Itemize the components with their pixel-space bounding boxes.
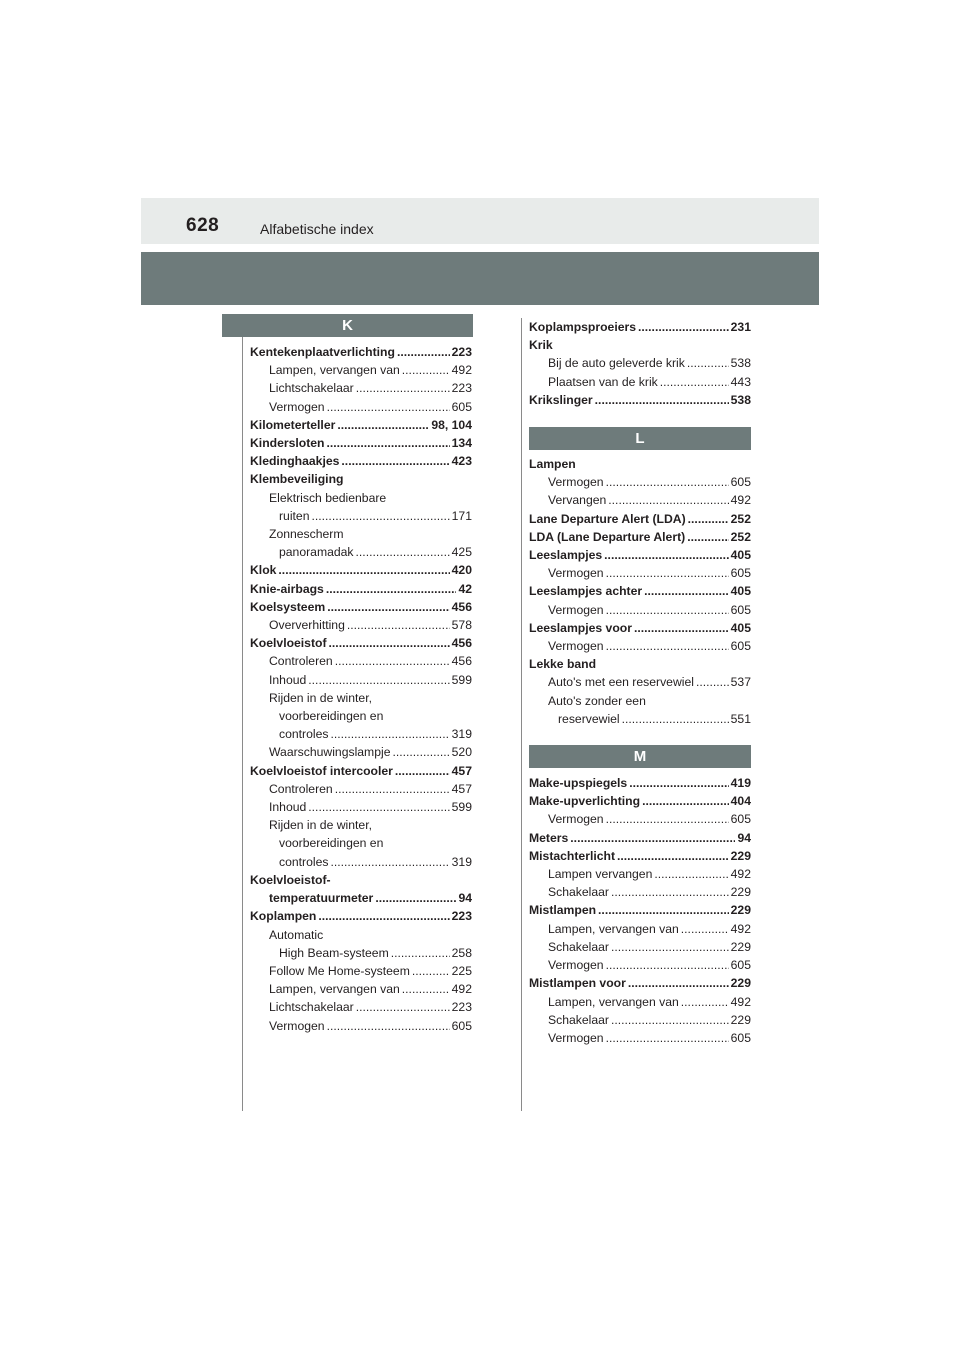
index-entry <box>250 780 472 798</box>
entry-page-number[interactable]: 252 <box>730 529 751 544</box>
dot-leader <box>634 619 729 637</box>
entry-text: Rijden in de winter, <box>269 690 372 705</box>
dot-leader <box>622 710 729 728</box>
entry-page-number[interactable]: 605 <box>730 958 751 973</box>
index-entry <box>529 601 751 619</box>
index-entry <box>529 847 751 865</box>
entry-text: Vermogen <box>548 566 604 581</box>
dot-leader <box>327 598 449 616</box>
index-entry <box>529 1029 751 1047</box>
dot-leader <box>327 398 450 416</box>
entry-text: Kentekenplaatverlichting <box>250 345 395 359</box>
entry-text: Auto's zonder een <box>548 693 646 708</box>
dot-leader <box>606 810 729 828</box>
entry-page-number[interactable]: 423 <box>451 454 472 469</box>
entry-text: Controleren <box>269 654 333 669</box>
index-entry <box>250 379 472 397</box>
index-entry <box>529 619 751 637</box>
dot-leader <box>397 343 450 361</box>
index-entry <box>529 865 751 883</box>
entry-text: Follow Me Home-systeem <box>269 963 410 978</box>
entry-text: Kledinghaakjes <box>250 454 340 469</box>
dot-leader <box>327 434 450 452</box>
index-entry <box>250 598 472 616</box>
entry-page-number[interactable]: 319 <box>451 727 472 742</box>
dot-leader <box>391 944 450 962</box>
page-number: 628 <box>186 215 220 236</box>
dot-leader <box>617 847 729 865</box>
entry-text: Koelsysteem <box>250 599 326 614</box>
entry-page-number[interactable]: 605 <box>730 602 751 617</box>
index-entry <box>250 889 472 907</box>
dot-leader <box>696 673 729 691</box>
index-entry <box>529 473 751 491</box>
entry-text: Vermogen <box>269 399 325 414</box>
entry-text: Meters <box>529 830 569 845</box>
entry-page-number[interactable]: 605 <box>730 812 751 827</box>
dot-leader <box>629 774 728 792</box>
page-title: Alfabetische index <box>260 221 374 237</box>
dot-leader <box>356 543 450 561</box>
index-entry <box>250 561 472 579</box>
entry-page-number[interactable]: 231 <box>730 320 751 334</box>
index-entry <box>529 774 751 792</box>
entry-page-number[interactable]: 520 <box>451 745 472 760</box>
dot-leader <box>644 582 729 600</box>
entry-text: Vervangen <box>548 493 607 508</box>
entry-text: Leeslampjes voor <box>529 620 632 635</box>
entry-text: Plaatsen van de krik <box>548 374 658 389</box>
index-entry <box>250 580 472 598</box>
index-entry <box>529 546 751 564</box>
index-entry <box>250 398 472 416</box>
entry-page-number[interactable]: 404 <box>730 794 751 809</box>
entry-page-number[interactable]: 456 <box>451 636 472 651</box>
index-entry <box>250 907 472 925</box>
index-entry <box>250 853 472 871</box>
entry-page-number[interactable]: 94 <box>737 830 751 845</box>
dot-leader <box>318 907 449 925</box>
entry-page-number[interactable]: 457 <box>451 781 472 796</box>
entry-page-number[interactable]: 42 <box>458 581 472 596</box>
entry-page-number[interactable]: 252 <box>730 511 751 526</box>
entry-page-number[interactable]: 229 <box>730 1012 751 1027</box>
index-entry <box>529 336 751 354</box>
entry-text: Vermogen <box>548 958 604 973</box>
entry-page-number[interactable]: 134 <box>451 436 472 451</box>
entry-page-number[interactable]: 405 <box>730 548 751 563</box>
dot-leader <box>356 379 450 397</box>
dot-leader <box>606 956 729 974</box>
entry-page-number[interactable]: 605 <box>730 639 751 654</box>
entry-text: Vermogen <box>548 475 604 490</box>
entry-text: Leeslampjes achter <box>529 584 643 599</box>
index-entry <box>529 692 751 710</box>
entry-text: Kilometerteller <box>250 417 336 432</box>
index-entry <box>529 510 751 528</box>
entry-page-number[interactable]: 492 <box>730 994 751 1009</box>
dot-leader <box>687 354 729 372</box>
index-entry <box>529 655 751 673</box>
index-entry <box>250 707 472 725</box>
dot-leader <box>598 901 729 919</box>
entry-text: Lampen, vervangen van <box>269 363 400 378</box>
index-entry <box>250 507 472 525</box>
index-entry <box>250 725 472 743</box>
index-entry <box>529 792 751 810</box>
index-entry <box>529 564 751 582</box>
index-entry <box>529 1011 751 1029</box>
dot-leader <box>341 452 449 470</box>
dot-leader <box>606 473 729 491</box>
entry-page-number[interactable]: 605 <box>730 566 751 581</box>
dot-leader <box>356 998 450 1016</box>
entry-page-number[interactable]: 229 <box>730 848 751 863</box>
index-entry <box>250 652 472 670</box>
entry-text: Kindersloten <box>250 436 325 451</box>
section-letter-k: K <box>222 314 473 337</box>
dot-leader <box>604 546 728 564</box>
index-entry <box>529 938 751 956</box>
dot-leader <box>326 580 457 598</box>
index-entry <box>250 944 472 962</box>
entries-m <box>529 774 751 1047</box>
index-entry <box>250 762 472 780</box>
entry-page-number[interactable]: 492 <box>451 982 472 997</box>
index-entry <box>250 998 472 1016</box>
entry-page-number[interactable]: 223 <box>451 909 472 924</box>
dot-leader <box>337 416 429 434</box>
index-entry <box>250 634 472 652</box>
section-letter-m: M <box>529 745 751 768</box>
entry-text: Koplampsproeiers <box>529 320 637 334</box>
entry-page-number[interactable]: 578 <box>451 618 472 633</box>
entry-page-number[interactable]: 229 <box>730 939 751 954</box>
entry-page-number[interactable]: 599 <box>451 800 472 815</box>
index-entry <box>529 810 751 828</box>
entry-text: voorbereidingen en <box>279 709 384 724</box>
entry-text: Lampen, vervangen van <box>548 921 679 936</box>
index-entry <box>250 434 472 452</box>
entry-text: ruiten <box>279 508 310 523</box>
dot-leader <box>654 865 728 883</box>
entry-text: Mistachterlicht <box>529 848 616 863</box>
entry-text: Elektrisch bedienbare <box>269 490 387 505</box>
entry-text: Auto's met een reservewiel <box>548 675 694 690</box>
index-entry <box>529 829 751 847</box>
entry-page-number[interactable]: 419 <box>730 776 751 791</box>
left-column-rule <box>242 318 243 1111</box>
index-entry <box>529 993 751 1011</box>
entry-text: panoramadak <box>279 545 354 560</box>
dot-leader <box>681 993 729 1011</box>
entry-page-number[interactable]: 229 <box>730 903 751 918</box>
dot-leader <box>606 637 729 655</box>
entry-text: Vermogen <box>548 639 604 654</box>
index-entry <box>250 452 472 470</box>
entry-text: Lane Departure Alert (LDA) <box>529 511 686 526</box>
index-entry <box>529 637 751 655</box>
dot-leader <box>660 373 729 391</box>
entries-k-continued <box>529 318 751 409</box>
entry-text: Schakelaar <box>548 939 609 954</box>
entry-text: Lichtschakelaar <box>269 1000 354 1015</box>
dot-leader <box>570 829 735 847</box>
dot-leader <box>628 974 729 992</box>
dot-leader <box>611 883 729 901</box>
index-entry <box>250 743 472 761</box>
dot-leader <box>606 601 729 619</box>
entry-page-number[interactable]: 456 <box>451 654 472 669</box>
entry-page-number[interactable]: 229 <box>730 885 751 900</box>
entry-text: controles <box>279 854 329 869</box>
index-column-right <box>529 318 751 1047</box>
index-entry <box>529 318 751 336</box>
dot-leader <box>681 920 729 938</box>
index-entry <box>250 671 472 689</box>
entry-page-number[interactable]: 605 <box>730 1030 751 1045</box>
index-entry <box>529 373 751 391</box>
dot-leader <box>638 318 729 336</box>
entry-text: voorbereidingen en <box>279 836 384 851</box>
index-entry <box>529 528 751 546</box>
index-column-left <box>250 314 472 1035</box>
entry-text: Waarschuwingslampje <box>269 745 391 760</box>
entry-page-number[interactable]: 492 <box>451 363 472 378</box>
entry-text: Lampen, vervangen van <box>269 982 400 997</box>
index-entry <box>529 710 751 728</box>
entry-page-number[interactable]: 537 <box>730 675 751 690</box>
entry-page-number[interactable]: 551 <box>730 711 751 726</box>
dot-leader <box>308 798 449 816</box>
index-entry <box>250 962 472 980</box>
index-entry <box>250 416 472 434</box>
entry-text: High Beam-systeem <box>279 945 389 960</box>
index-entry <box>529 974 751 992</box>
entry-text: Klok <box>250 563 277 578</box>
dot-leader <box>595 391 729 409</box>
dot-leader <box>278 561 449 579</box>
entry-text: Koelvloeistof- <box>250 872 331 887</box>
dot-leader <box>335 652 450 670</box>
entry-page-number[interactable]: 223 <box>451 345 472 359</box>
entry-text: Inhoud <box>269 800 307 815</box>
entry-text: Mistlampen <box>529 903 597 918</box>
entry-text: Rijden in de winter, <box>269 818 372 833</box>
entry-page-number[interactable]: 425 <box>451 545 472 560</box>
entry-text: temperatuurmeter <box>269 891 374 906</box>
index-entry <box>250 343 472 361</box>
entry-page-number[interactable]: 492 <box>730 493 751 508</box>
index-entry <box>250 616 472 634</box>
entry-text: Leeslampjes <box>529 548 603 563</box>
index-entry <box>250 871 472 889</box>
entry-text: Vermogen <box>548 812 604 827</box>
entry-text: LDA (Lane Departure Alert) <box>529 529 686 544</box>
entry-text: Make-upverlichting <box>529 794 641 809</box>
dot-leader <box>606 564 729 582</box>
index-entry <box>529 455 751 473</box>
entry-page-number[interactable]: 94 <box>458 891 472 906</box>
entry-page-number[interactable]: 223 <box>451 381 472 396</box>
entry-page-number[interactable]: 405 <box>730 584 751 599</box>
entry-page-number[interactable]: 319 <box>451 854 472 869</box>
entry-page-number[interactable]: 98, 104 <box>431 417 472 432</box>
dot-leader <box>329 634 450 652</box>
entry-text: Schakelaar <box>548 1012 609 1027</box>
entry-page-number[interactable]: 420 <box>451 563 472 578</box>
entry-text: Vermogen <box>548 602 604 617</box>
index-entry <box>250 689 472 707</box>
dot-leader <box>611 938 729 956</box>
dot-leader <box>687 528 728 546</box>
index-entry <box>529 491 751 509</box>
entry-page-number[interactable]: 605 <box>730 475 751 490</box>
dot-leader <box>308 671 449 689</box>
dot-leader <box>402 980 450 998</box>
dot-leader <box>392 743 449 761</box>
chapter-band <box>141 252 819 305</box>
index-entry <box>250 470 472 488</box>
dot-leader <box>347 616 450 634</box>
index-entry <box>529 883 751 901</box>
entry-text: Vermogen <box>548 1030 604 1045</box>
entry-page-number[interactable]: 605 <box>451 399 472 414</box>
right-column-rule <box>521 318 522 1111</box>
entry-text: Krikslinger <box>529 392 593 407</box>
dot-leader <box>402 361 450 379</box>
index-entry <box>250 1017 472 1035</box>
entry-page-number[interactable]: 599 <box>451 672 472 687</box>
dot-leader <box>611 1011 729 1029</box>
dot-leader <box>375 889 456 907</box>
dot-leader <box>327 1017 450 1035</box>
entry-page-number[interactable]: 258 <box>451 945 472 960</box>
entry-page-number[interactable]: 605 <box>451 1018 472 1033</box>
entry-text: Lekke band <box>529 657 597 672</box>
entry-page-number[interactable]: 457 <box>451 763 472 778</box>
entry-text: Knie-airbags <box>250 581 324 596</box>
entry-page-number[interactable]: 229 <box>730 976 751 991</box>
index-entry <box>529 354 751 372</box>
entry-page-number[interactable]: 492 <box>730 867 751 882</box>
entry-text: Zonnescherm <box>269 527 344 542</box>
entry-text: Oververhitting <box>269 618 345 633</box>
dot-leader <box>688 510 729 528</box>
entry-text: Mistlampen voor <box>529 976 626 991</box>
entry-page-number[interactable]: 443 <box>730 374 751 389</box>
entry-page-number[interactable]: 492 <box>730 921 751 936</box>
dot-leader <box>606 1029 729 1047</box>
index-entry <box>529 956 751 974</box>
entries-k <box>250 343 472 1035</box>
entry-text: reservewiel <box>558 711 620 726</box>
entry-page-number[interactable]: 538 <box>730 356 751 371</box>
entry-page-number[interactable]: 171 <box>451 508 472 523</box>
entry-text: controles <box>279 727 329 742</box>
entry-text: Krik <box>529 338 553 353</box>
index-entry <box>250 543 472 561</box>
entry-text: Lampen <box>529 457 576 472</box>
dot-leader <box>642 792 729 810</box>
entry-page-number[interactable]: 456 <box>451 599 472 614</box>
entry-text: Controleren <box>269 781 333 796</box>
dot-leader <box>312 507 450 525</box>
entry-page-number[interactable]: 225 <box>451 963 472 978</box>
entry-page-number[interactable]: 405 <box>730 620 751 635</box>
entry-text: Lampen, vervangen van <box>548 994 679 1009</box>
entry-text: Lampen vervangen <box>548 867 653 882</box>
dot-leader <box>395 762 450 780</box>
entry-text: Schakelaar <box>548 885 609 900</box>
entry-text: Bij de auto geleverde krik <box>548 356 685 371</box>
entry-text: Koplampen <box>250 909 317 924</box>
entry-text: Make-upspiegels <box>529 776 628 791</box>
entry-text: Koelvloeistof intercooler <box>250 763 393 778</box>
dot-leader <box>412 962 450 980</box>
dot-leader <box>330 725 449 743</box>
index-entry <box>250 361 472 379</box>
index-entry <box>529 920 751 938</box>
index-entry <box>250 798 472 816</box>
section-letter-l: L <box>529 427 751 450</box>
index-entry <box>529 901 751 919</box>
entry-page-number[interactable]: 223 <box>451 1000 472 1015</box>
index-entry <box>250 525 472 543</box>
dot-leader <box>335 780 450 798</box>
dot-leader <box>330 853 449 871</box>
index-entry <box>529 582 751 600</box>
entry-text: Lichtschakelaar <box>269 381 354 396</box>
index-entry <box>250 489 472 507</box>
entry-text: Inhoud <box>269 672 307 687</box>
index-entry <box>529 673 751 691</box>
entry-text: Vermogen <box>269 1018 325 1033</box>
header-band <box>141 198 819 244</box>
index-entry <box>250 980 472 998</box>
entries-l <box>529 455 751 728</box>
entry-text: Klembeveiliging <box>250 472 344 487</box>
entry-page-number[interactable]: 538 <box>730 392 751 407</box>
dot-leader <box>608 491 728 509</box>
index-entry <box>250 834 472 852</box>
index-entry <box>250 926 472 944</box>
index-entry <box>529 391 751 409</box>
entry-text: Koelvloeistof <box>250 636 327 651</box>
entry-text: Automatic <box>269 927 324 942</box>
index-entry <box>250 816 472 834</box>
